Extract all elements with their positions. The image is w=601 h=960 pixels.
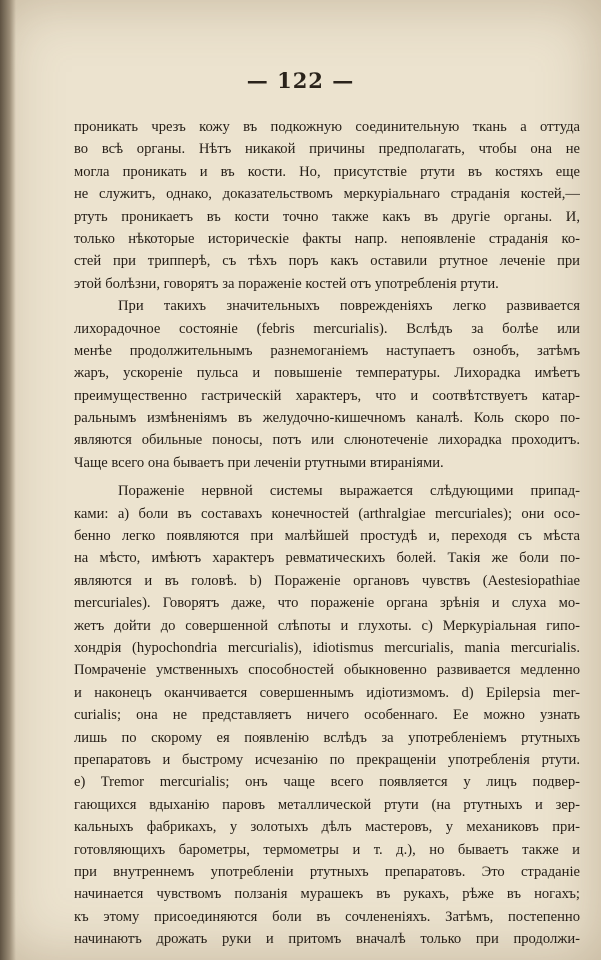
text-line: Чаще всего она бываетъ при леченіи ртутными втираніями. <box>74 454 444 471</box>
text-line: Помраченіе умственныхъ способностей обыкновенно развивается медленно <box>74 662 580 679</box>
text-line: e) Tremor mercurialis; онъ чаще всего появляется у лицъ подвер- <box>74 774 580 791</box>
text-line: гающихся вдыханію паровъ металлической ртути (на ртутныхъ и зер- <box>74 796 580 813</box>
text-line: жетъ дойти до совершенной слѣпоты и глухоты. c) Меркуріальная гипо- <box>74 617 580 634</box>
text-line: ртуть проникаетъ въ кости точно также какъ въ другіе органы. И, <box>74 208 580 225</box>
book-spine-shadow <box>0 0 16 960</box>
text-line: mercuriales). Говорятъ даже, что пораженіе органа зрѣнія и слуха мо- <box>74 595 580 612</box>
text-line: къ этому присоединяются боли въ сочлененіяхъ. Затѣмъ, постепенно <box>74 908 580 925</box>
text-line: лишь по скорому ея появленію вслѣдъ за употребленіемъ ртутныхъ <box>74 729 580 746</box>
page-number: — 122 — <box>246 68 355 93</box>
text-line: ральнымъ измѣненіямъ въ желудочно-кишечномъ каналѣ. Коль скоро по- <box>74 410 580 427</box>
text-line: стей при трипперѣ, съ тѣхъ поръ какъ оставили ртутное леченіе при <box>74 253 580 270</box>
text-line: ками: a) боли въ составахъ конечностей (arthralgiae mercuriales); они осо- <box>74 505 580 522</box>
text-line: препаратовъ и быстрому исчезанію по прекращеніи употребленія ртути. <box>74 751 580 768</box>
text-line: являются обильные поносы, потъ или слюнотеченіе лихорадка проходитъ. <box>74 432 580 449</box>
text-line: и наконецъ оканчивается совершеннымъ идіотизмомъ. d) Epilepsia mer- <box>74 684 580 701</box>
text-line: кальныхъ фабрикахъ, у золотыхъ дѣлъ мастеровъ, у механиковъ при- <box>74 819 580 836</box>
text-line: являются и въ головѣ. b) Пораженіе органовъ чувствъ (Aestesiopathiae <box>74 572 580 589</box>
text-line: на мѣсто, имѣютъ характеръ ревматическихъ болей. Такія же боли по- <box>74 550 580 567</box>
text-line: менѣе продолжительнымъ разнемоганіемъ наступаетъ ознобъ, затѣмъ <box>74 342 580 359</box>
text-line: жаръ, ускореніе пульса и повышеніе температуры. Лихорадка имѣетъ <box>74 365 580 382</box>
text-line: этой болѣзни, говорятъ за пораженіе костей отъ употребленія ртути. <box>74 275 499 292</box>
text-line: могла проникать и въ кости. Но, присутствіе ртути въ костяхъ еще <box>74 163 580 180</box>
text-line: преимущественно гастрическій характеръ, что и соотвѣтствуетъ катар- <box>74 387 580 404</box>
text-line: не служитъ, однако, доказательствомъ меркуріальнаго страданія костей,— <box>74 186 580 203</box>
text-line: начинается чувствомъ ползанія мурашекъ въ рукахъ, рѣже въ ногахъ; <box>74 886 580 903</box>
text-line: во всѣ органы. Нѣтъ никакой причины предполагать, чтобы она не <box>74 141 580 158</box>
text-line: бенно легко появляются при малѣйшей простудѣ и, переходя съ мѣста <box>74 528 580 545</box>
text-line: только нѣкоторые историческіе факты напр. непоявленіе страданія ко- <box>74 230 580 247</box>
text-line: Пораженіе нервной системы выражается слѣдующими припад- <box>118 483 580 500</box>
text-line: проникать чрезъ кожу въ подкожную соединительную ткань а оттуда <box>74 119 580 135</box>
body-text <box>74 116 580 950</box>
text-line: При такихъ значительныхъ поврежденіяхъ легко развивается <box>118 298 580 315</box>
text-line: лихорадочное состояніе (febris mercurialis). Вслѣдъ за болѣе или <box>74 320 580 337</box>
text-line: хондрія (hypochondria mercurialis), idiotismus mercurialis, mania mercurialis. <box>74 639 580 656</box>
text-line: при внутреннемъ употребленіи ртутныхъ препаратовъ. Это страданіе <box>74 863 580 880</box>
text-line: curialis; она не представляетъ ничего особеннаго. Ее можно узнать <box>74 707 580 724</box>
text-line: начинаютъ дрожать руки и притомъ вначалѣ только при продолжи- <box>74 931 580 948</box>
text-line: готовляющихъ барометры, термометры и т. д.), но бываетъ также и <box>74 841 580 858</box>
